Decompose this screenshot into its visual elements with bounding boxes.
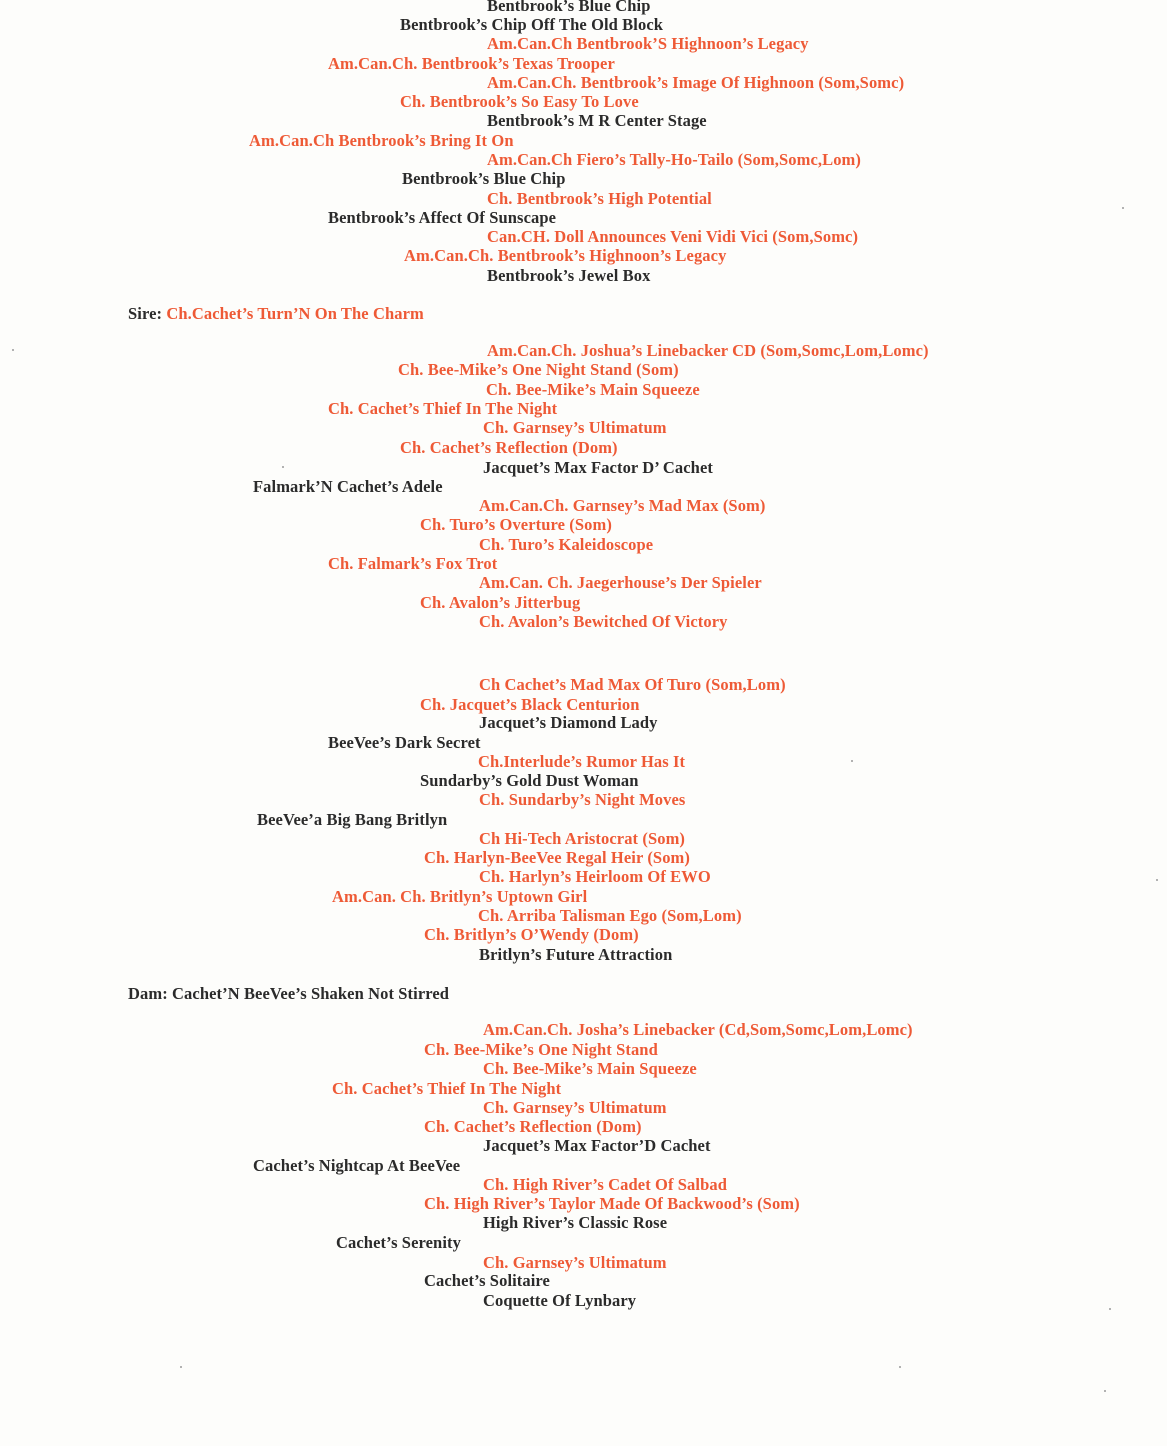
pedigree-entry-top-7: Bentbrook’s M R Center Stage (487, 111, 707, 130)
pedigree-entry-mid-a-14: Ch. Avalon’s Jitterbug (420, 593, 581, 612)
pedigree-entry-top-15: Bentbrook’s Jewel Box (487, 266, 651, 285)
pedigree-entry-bottom-14: Cachet’s Solitaire (424, 1271, 550, 1290)
pedigree-entry-top-8: Am.Can.Ch Bentbrook’s Bring It On (249, 131, 514, 150)
pedigree-entry-top-1: Bentbrook’s Blue Chip (487, 0, 651, 15)
pedigree-entry-mid-b-11: Ch. Harlyn’s Heirloom Of EWO (479, 867, 711, 886)
pedigree-entry-top-11: Ch. Bentbrook’s High Potential (487, 189, 712, 208)
pedigree-entry-bottom-4: Ch. Cachet’s Thief In The Night (332, 1079, 562, 1098)
pedigree-entry-mid-b-13: Ch. Arriba Talisman Ego (Som,Lom) (478, 906, 742, 925)
scan-speck (180, 1366, 182, 1368)
pedigree-entry-bottom-2: Ch. Bee-Mike’s One Night Stand (424, 1040, 658, 1059)
pedigree-entry-mid-a-8: Falmark’N Cachet’s Adele (253, 477, 443, 496)
pedigree-entry-bottom-6: Ch. Cachet’s Reflection (Dom) (424, 1117, 642, 1136)
pedigree-entry-mid-b-8: BeeVee’a Big Bang Britlyn (257, 810, 448, 829)
pedigree-entry-mid-b-3: Jacquet’s Diamond Lady (479, 713, 658, 732)
pedigree-entry-top-5: Am.Can.Ch. Bentbrook’s Image Of Highnoon (Som,Somc) (487, 73, 905, 92)
pedigree-entry-bottom-5: Ch. Garnsey’s Ultimatum (483, 1098, 667, 1117)
scan-speck (851, 760, 853, 762)
pedigree-entry-bottom-13: Ch. Garnsey’s Ultimatum (483, 1253, 667, 1272)
pedigree-entry-mid-a-4: Ch. Cachet’s Thief In The Night (328, 399, 558, 418)
pedigree-entry-top-3: Am.Can.Ch Bentbrook’S Highnoon’s Legacy (487, 34, 809, 53)
pedigree-entry-mid-b-9: Ch Hi-Tech Aristocrat (Som) (479, 829, 686, 848)
pedigree-entry-top-13: Can.CH. Doll Announces Veni Vidi Vici (Som,Somc) (487, 227, 859, 246)
pedigree-entry-mid-b-14: Ch. Britlyn’s O’Wendy (Dom) (424, 925, 639, 944)
pedigree-entry-bottom-9: Ch. High River’s Cadet Of Salbad (483, 1175, 727, 1194)
pedigree-entry-mid-a-2: Ch. Bee-Mike’s One Night Stand (Som) (398, 360, 679, 379)
pedigree-entry-top-12: Bentbrook’s Affect Of Sunscape (328, 208, 557, 227)
scan-speck (12, 349, 14, 351)
pedigree-entry-mid-a-12: Ch. Falmark’s Fox Trot (328, 554, 498, 573)
pedigree-entry-bottom-3: Ch. Bee-Mike’s Main Squeeze (483, 1059, 697, 1078)
pedigree-entry-mid-b-12: Am.Can. Ch. Britlyn’s Uptown Girl (332, 887, 588, 906)
pedigree-entry-mid-a-7: Jacquet’s Max Factor D’ Cachet (483, 458, 713, 477)
sire-name: Ch.Cachet’s Turn’N On The Charm (166, 304, 424, 323)
pedigree-entry-bottom-12: Cachet’s Serenity (336, 1233, 461, 1252)
pedigree-entry-top-4: Am.Can.Ch. Bentbrook’s Texas Trooper (328, 54, 615, 73)
pedigree-entry-top-6: Ch. Bentbrook’s So Easy To Love (400, 92, 639, 111)
pedigree-entry-top-9: Am.Can.Ch Fiero’s Tally-Ho-Tailo (Som,Somc,Lom) (487, 150, 861, 169)
scan-speck (282, 466, 284, 468)
pedigree-entry-mid-a-6: Ch. Cachet’s Reflection (Dom) (400, 438, 618, 457)
pedigree-entry-mid-b-4: BeeVee’s Dark Secret (328, 733, 481, 752)
pedigree-entry-mid-b-5: Ch.Interlude’s Rumor Has It (478, 752, 686, 771)
pedigree-entry-bottom-1: Am.Can.Ch. Josha’s Linebacker (Cd,Som,Somc,Lom,Lomc) (483, 1020, 913, 1039)
pedigree-entry-bottom-11: High River’s Classic Rose (483, 1213, 668, 1232)
pedigree-entry-top-14: Am.Can.Ch. Bentbrook’s Highnoon’s Legacy (404, 246, 727, 265)
pedigree-entry-top-2: Bentbrook’s Chip Off The Old Block (400, 15, 664, 34)
pedigree-entry-mid-a-1: Am.Can.Ch. Joshua’s Linebacker CD (Som,Somc,Lom,Lomc) (487, 341, 929, 360)
pedigree-entry-mid-a-3: Ch. Bee-Mike’s Main Squeeze (486, 380, 700, 399)
pedigree-entry-mid-b-2: Ch. Jacquet’s Black Centurion (420, 695, 640, 714)
pedigree-entry-mid-a-5: Ch. Garnsey’s Ultimatum (483, 418, 667, 437)
scan-speck (1122, 207, 1124, 209)
pedigree-entry-mid-a-15: Ch. Avalon’s Bewitched Of Victory (479, 612, 728, 631)
pedigree-entry-mid-a-13: Am.Can. Ch. Jaegerhouse’s Der Spieler (479, 573, 762, 592)
pedigree-entry-mid-b-10: Ch. Harlyn-BeeVee Regal Heir (Som) (424, 848, 690, 867)
pedigree-entry-mid-b-15: Britlyn’s Future Attraction (479, 945, 673, 964)
dam-heading: Dam: Cachet’N BeeVee’s Shaken Not Stirred (128, 984, 450, 1003)
pedigree-entry-mid-b-6: Sundarby’s Gold Dust Woman (420, 771, 639, 790)
pedigree-entry-mid-b-1: Ch Cachet’s Mad Max Of Turo (Som,Lom) (479, 675, 786, 694)
pedigree-entry-bottom-7: Jacquet’s Max Factor’D Cachet (483, 1136, 711, 1155)
scan-speck (1156, 879, 1158, 881)
pedigree-entry-bottom-15: Coquette Of Lynbary (483, 1291, 637, 1310)
pedigree-entry-bottom-8: Cachet’s Nightcap At BeeVee (253, 1156, 461, 1175)
sire-label: Sire: (128, 304, 163, 323)
pedigree-entry-bottom-10: Ch. High River’s Taylor Made Of Backwood’s (Som) (424, 1194, 800, 1213)
pedigree-entry-mid-a-10: Ch. Turo’s Overture (Som) (420, 515, 612, 534)
pedigree-entry-mid-a-11: Ch. Turo’s Kaleidoscope (479, 535, 654, 554)
sire-heading (128, 304, 424, 323)
scan-speck (899, 1366, 901, 1368)
scan-speck (1104, 1390, 1106, 1392)
scan-speck (1109, 1308, 1111, 1310)
pedigree-entry-top-10: Bentbrook’s Blue Chip (402, 169, 566, 188)
pedigree-entry-mid-b-7: Ch. Sundarby’s Night Moves (479, 790, 686, 809)
pedigree-entry-mid-a-9: Am.Can.Ch. Garnsey’s Mad Max (Som) (479, 496, 766, 515)
